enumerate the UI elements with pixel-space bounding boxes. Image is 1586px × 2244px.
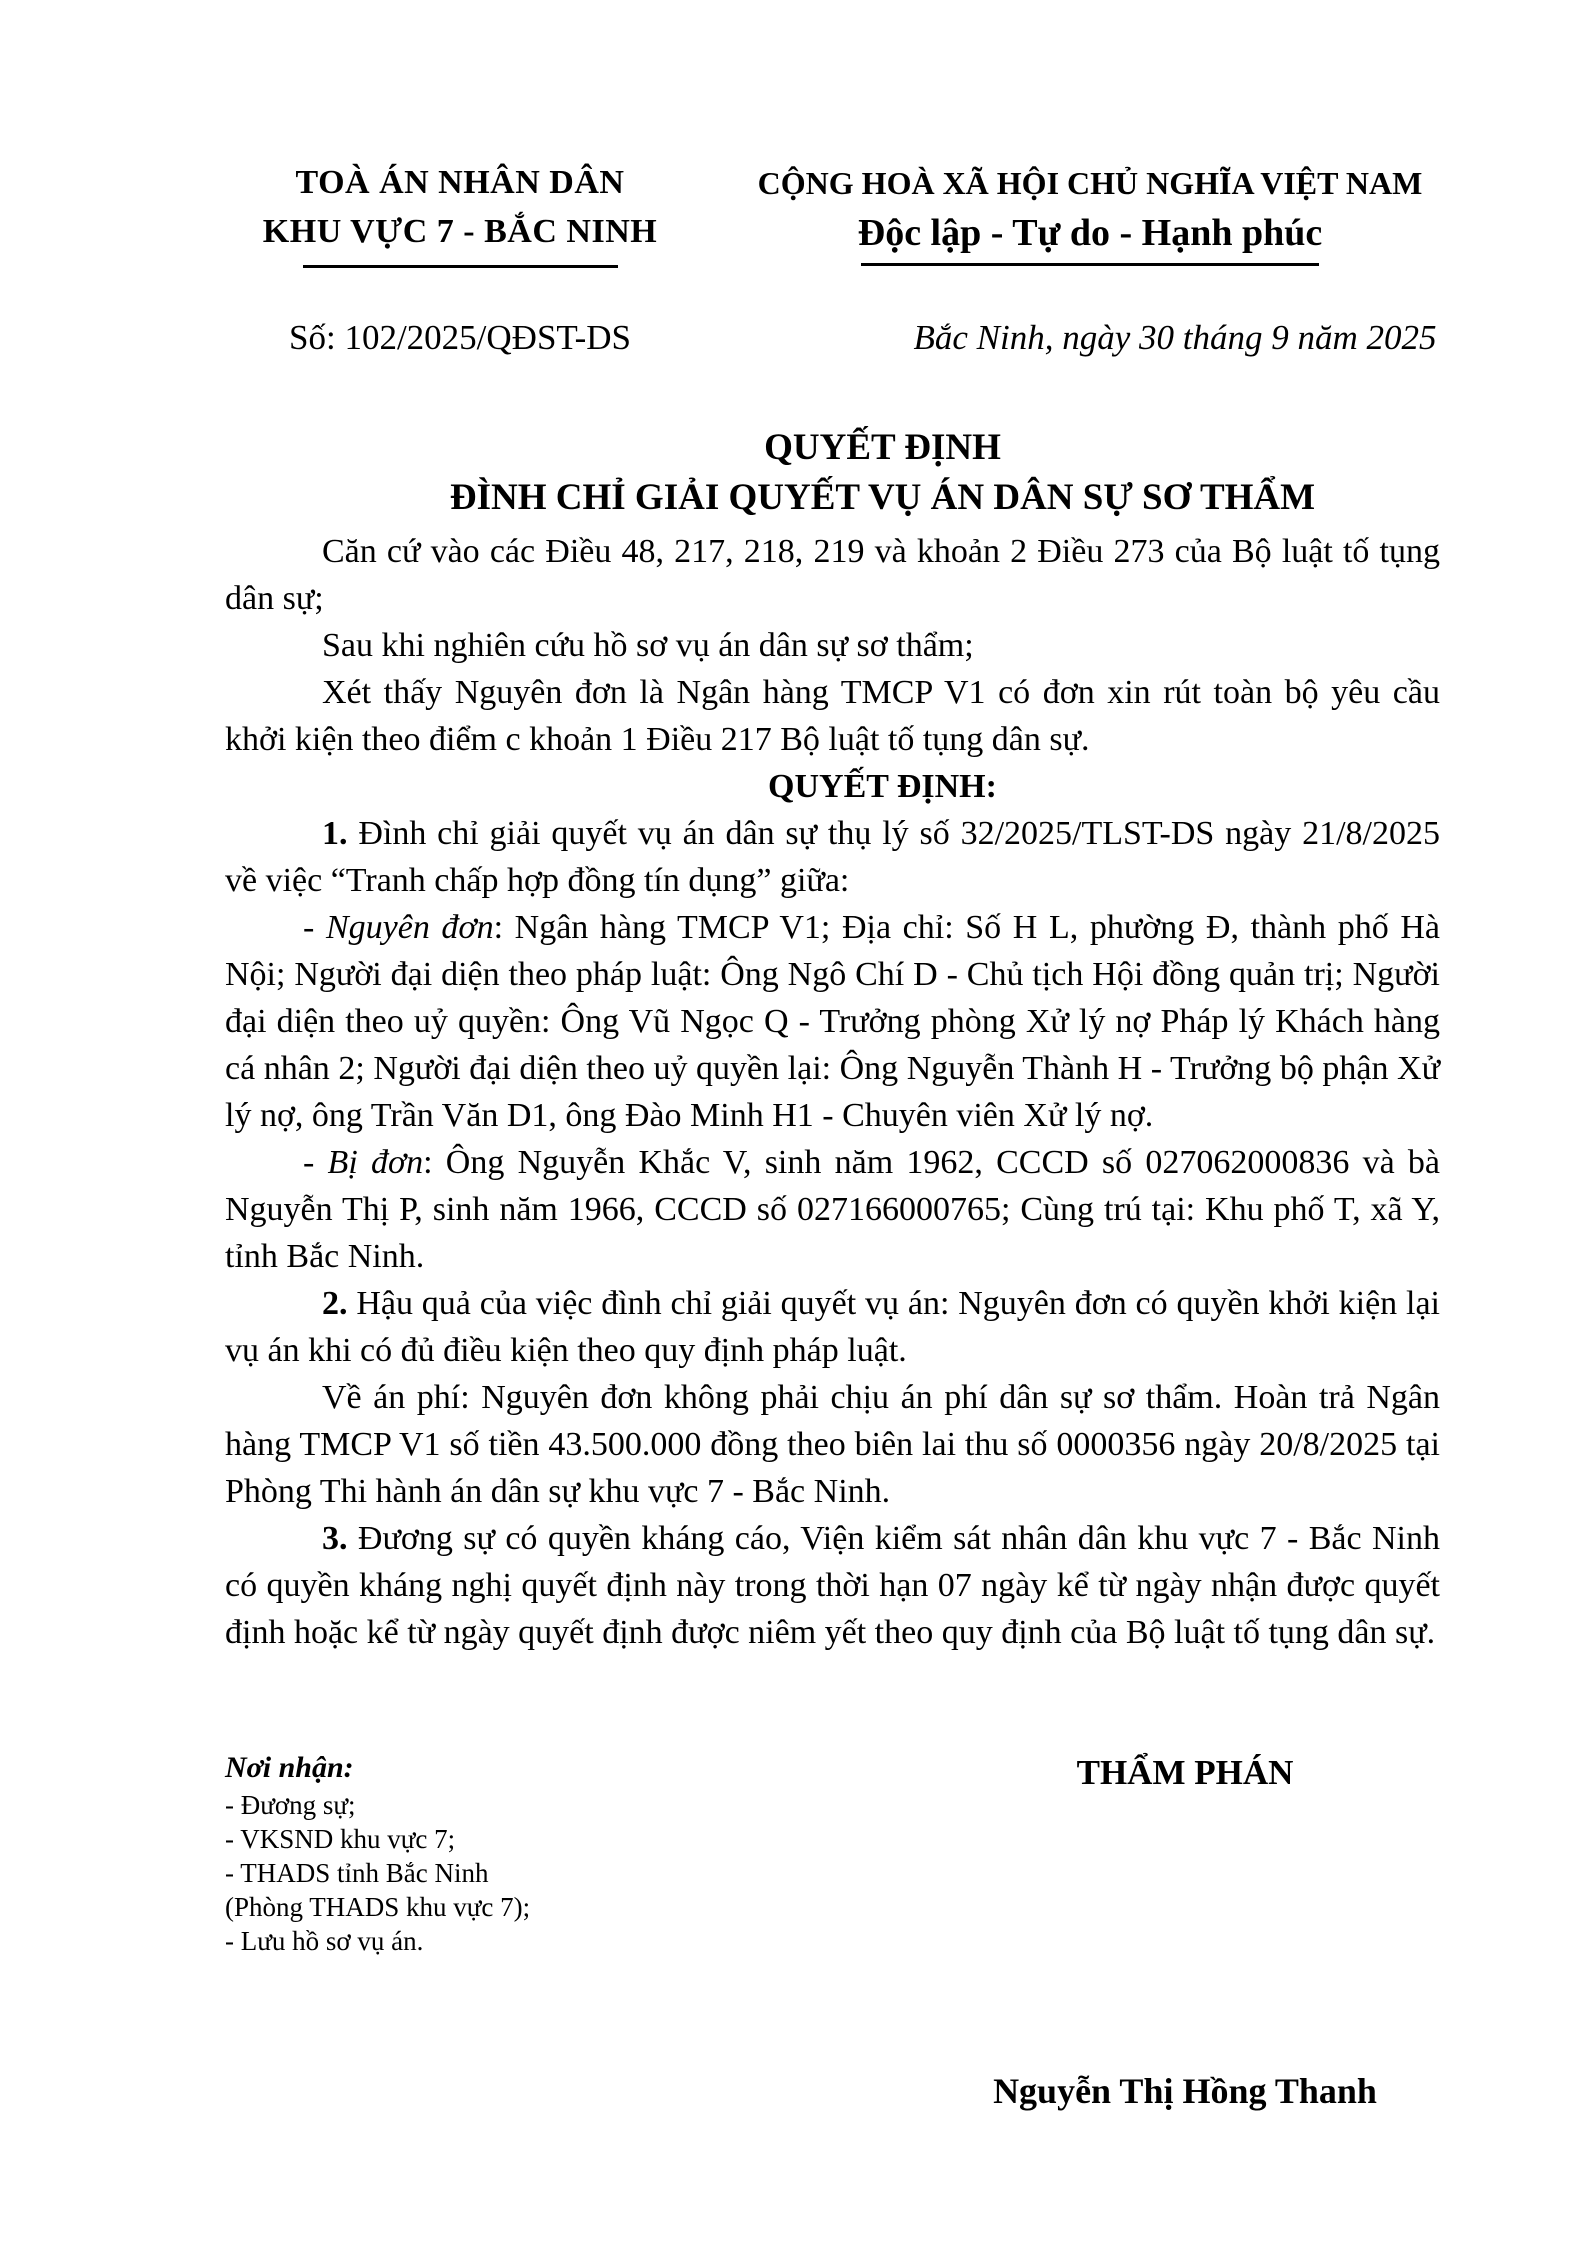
court-name-underline [303, 265, 618, 268]
defendant-label: Bị đơn [327, 1144, 424, 1181]
place-date-line: Bắc Ninh, ngày 30 tháng 9 năm 2025 [913, 318, 1437, 357]
court-name-line2: KHU VỰC 7 - BẮC NINH [262, 213, 658, 250]
republic-motto-underline [861, 263, 1319, 266]
header-court-block [180, 158, 740, 268]
paragraph-court-fee: Về án phí: Nguyên đơn không phải chịu án phí dân sự sơ thẩm. Hoàn trả Ngân hàng TMCP V1 số tiền 43.500.000 đồng theo biên lai thu số 0000356 ngày 20/8/2025 tại Phòng Thi hành án dân sự khu vực 7 - Bắc Ninh. [225, 1379, 1440, 1510]
decision-item-2-number: 2. [322, 1285, 348, 1322]
plaintiff-text: : Ngân hàng TMCP V1; Địa chỉ: Số H L, phường Đ, thành phố Hà Nội; Người đại diện theo pháp luật: Ông Ngô Chí D - Chủ tịch Hội đồng quản trị; Người đại diện theo uỷ quyền: Ông Vũ Ngọc Q - Trưởng phòng Xử lý nợ Pháp lý Khách hàng cá nhân 2; Người đại diện theo uỷ quyền lại: Ông Nguyễn Thành H - Trưởng bộ phận Xử lý nợ, ông Trần Văn D1, ông Đào Minh H1 - Chuyên viên Xử lý nợ. [225, 909, 1440, 1134]
paragraph-finding: Xét thấy Nguyên đơn là Ngân hàng TMCP V1 có đơn xin rút toàn bộ yêu cầu khởi kiện theo điểm c khoản 1 Điều 217 Bộ luật tố tụng dân sự. [225, 674, 1440, 758]
recipient-item: - THADS tỉnh Bắc Ninh [225, 1858, 489, 1888]
document-title [325, 423, 1440, 523]
defendant-paragraph [225, 1139, 1440, 1280]
decision-item-3-number: 3. [322, 1520, 348, 1557]
republic-motto-line: Độc lập - Tự do - Hạnh phúc [857, 212, 1323, 254]
judge-name: Nguyễn Thị Hồng Thanh [993, 2071, 1377, 2111]
title-line2: ĐÌNH CHỈ GIẢI QUYẾT VỤ ÁN DÂN SỰ SƠ THẨM [449, 477, 1316, 518]
document-body [225, 528, 1440, 1656]
decision-item-1 [225, 810, 1440, 904]
plaintiff-dash: - [303, 909, 326, 946]
header-republic-block [740, 158, 1440, 266]
recipient-item: - Đương sự; [225, 1790, 356, 1820]
document-number: Số: 102/2025/QĐST-DS [289, 318, 631, 357]
title-line1: QUYẾT ĐỊNH [764, 427, 1001, 468]
recipients-label: Nơi nhận: [225, 1751, 354, 1784]
republic-name-line: CỘNG HOÀ XÃ HỘI CHỦ NGHĨA VIỆT NAM [757, 165, 1423, 201]
recipient-item: (Phòng THADS khu vực 7); [225, 1892, 531, 1922]
recipient-item: - Lưu hồ sơ vụ án. [225, 1926, 424, 1956]
recipient-item: - VKSND khu vực 7; [225, 1824, 456, 1854]
plaintiff-paragraph [225, 904, 1440, 1139]
decision-item-3 [225, 1515, 1440, 1656]
decision-item-3-text: Đương sự có quyền kháng cáo, Viện kiểm sát nhân dân khu vực 7 - Bắc Ninh có quyền kháng nghị quyết định này trong thời hạn 07 ngày kể từ ngày nhận được quyết định hoặc kể từ ngày quyết định được niêm yết theo quy định của Bộ luật tố tụng dân sự. [225, 1520, 1440, 1651]
decision-item-2-text: Hậu quả của việc đình chỉ giải quyết vụ án: Nguyên đơn có quyền khởi kiện lại vụ án khi có đủ điều kiện theo quy định pháp luật. [225, 1285, 1440, 1369]
recipients-block [225, 1748, 845, 1958]
decision-item-2 [225, 1280, 1440, 1374]
decision-item-1-text: Đình chỉ giải quyết vụ án dân sự thụ lý số 32/2025/TLST-DS ngày 21/8/2025 về việc “Tranh chấp hợp đồng tín dụng” giữa: [225, 815, 1440, 899]
decision-item-1-number: 1. [322, 815, 348, 852]
judge-title: THẨM PHÁN [1076, 1753, 1294, 1792]
defendant-dash: - [303, 1144, 328, 1181]
decision-heading: QUYẾT ĐỊNH: [768, 768, 997, 805]
signature-block [945, 1748, 1425, 2112]
paragraph-review: Sau khi nghiên cứu hồ sơ vụ án dân sự sơ thẩm; [322, 627, 974, 664]
court-name-line1: TOÀ ÁN NHÂN DÂN [295, 164, 625, 201]
plaintiff-label: Nguyên đơn [325, 909, 494, 946]
defendant-text: : Ông Nguyễn Khắc V, sinh năm 1962, CCCD số 027062000836 và bà Nguyễn Thị P, sinh năm 1966, CCCD số 027166000765; Cùng trú tại: Khu phố T, xã Y, tỉnh Bắc Ninh. [225, 1144, 1440, 1275]
paragraph-legal-basis: Căn cứ vào các Điều 48, 217, 218, 219 và khoản 2 Điều 273 của Bộ luật tố tụng dân sự; [225, 533, 1440, 617]
